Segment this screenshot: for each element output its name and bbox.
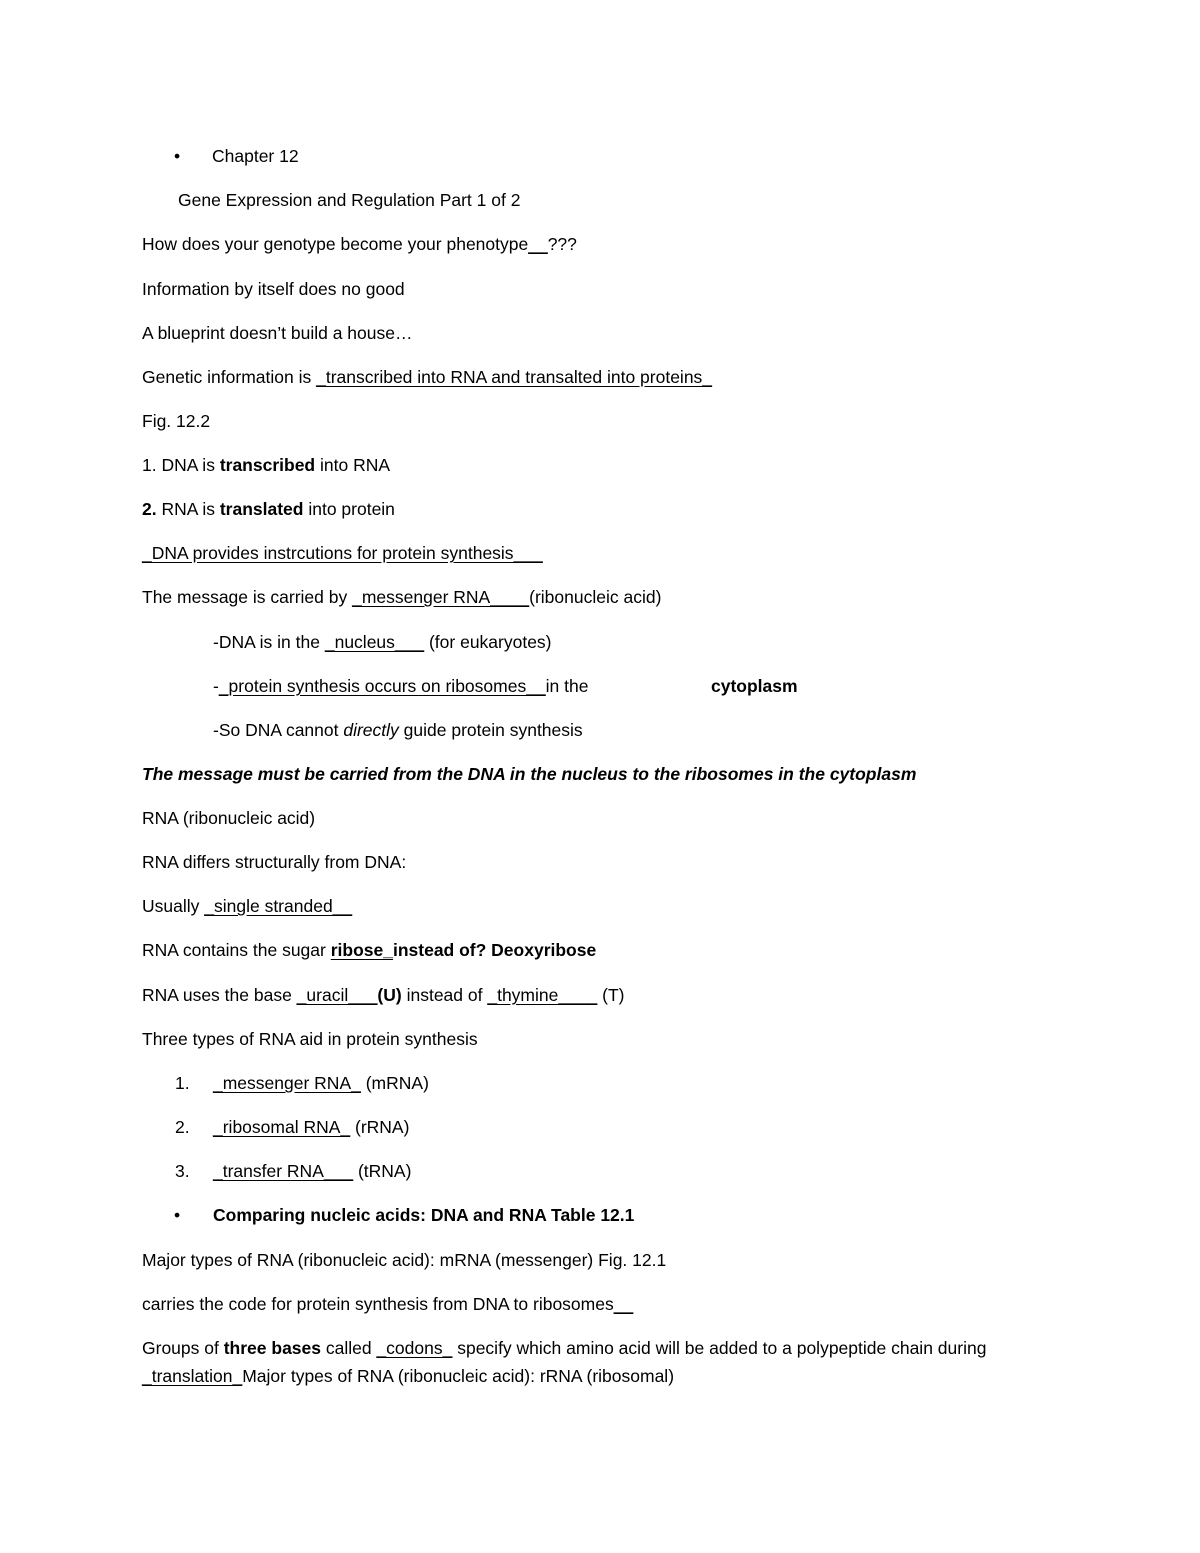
list-item: 1. _messenger RNA_ (mRNA) [175, 1073, 429, 1093]
nucleus-line: -DNA is in the _nucleus___ (for eukaryotes) [213, 632, 552, 652]
info-line: Information by itself does no good [142, 279, 405, 299]
carries-line: carries the code for protein synthesis from DNA to ribosomes__ [142, 1294, 634, 1314]
step-2-line: 2. RNA is translated into protein [142, 499, 395, 519]
blueprint-line: A blueprint doesn’t build a house… [142, 323, 413, 343]
rna-heading: RNA (ribonucleic acid) [142, 808, 316, 828]
three-types-line: Three types of RNA aid in protein synthesis [142, 1029, 478, 1049]
genetic-line: Genetic information is _transcribed into RNA and transalted into proteins_ [142, 367, 713, 387]
chapter-title: Chapter 12 [212, 146, 299, 166]
message-must-line: The message must be carried from the DNA in the nucleus to the ribosomes in the cytoplasm [142, 764, 917, 784]
bullet-icon: • [174, 146, 181, 166]
cytoplasm-word: cytoplasm [711, 676, 798, 696]
fig-line: Fig. 12.2 [142, 411, 211, 431]
major-mrna-line: Major types of RNA (ribonucleic acid): mRNA (messenger) Fig. 12.1 [142, 1250, 667, 1270]
differs-line: RNA differs structurally from DNA: [142, 852, 407, 872]
message-line: The message is carried by _messenger RNA____(ribonucleic acid) [142, 587, 662, 607]
directly-line: -So DNA cannot directly guide protein synthesis [213, 720, 583, 740]
comparing-line: • Comparing nucleic acids: DNA and RNA Table 12.1 [174, 1205, 635, 1225]
sugar-line: RNA contains the sugar ribose_instead of? Deoxyribose [142, 940, 597, 960]
base-line: RNA uses the base _uracil___(U) instead of _thymine____ (T) [142, 985, 625, 1005]
groups-paragraph: Groups of three bases called _codons_ specify which amino acid will be added to a polypeptide chain during _translation_Major types of RNA (ribonucleic acid): rRNA (ribosomal) [142, 1338, 987, 1386]
dna-provides-line: _DNA provides instrcutions for protein synthesis___ [142, 543, 543, 563]
protein-synthesis-line: -_protein synthesis occurs on ribosomes__in the [213, 676, 589, 696]
step-1-line: 1. DNA is transcribed into RNA [142, 455, 391, 475]
usually-line: Usually _single stranded__ [142, 896, 353, 916]
subtitle: Gene Expression and Regulation Part 1 of 2 [178, 190, 521, 210]
question-line: How does your genotype become your phenotype__??? [142, 234, 577, 254]
list-item: 2. _ribosomal RNA_ (rRNA) [175, 1117, 410, 1137]
list-item: 3. _transfer RNA___ (tRNA) [175, 1161, 412, 1181]
bullet-icon: • [174, 1205, 181, 1225]
